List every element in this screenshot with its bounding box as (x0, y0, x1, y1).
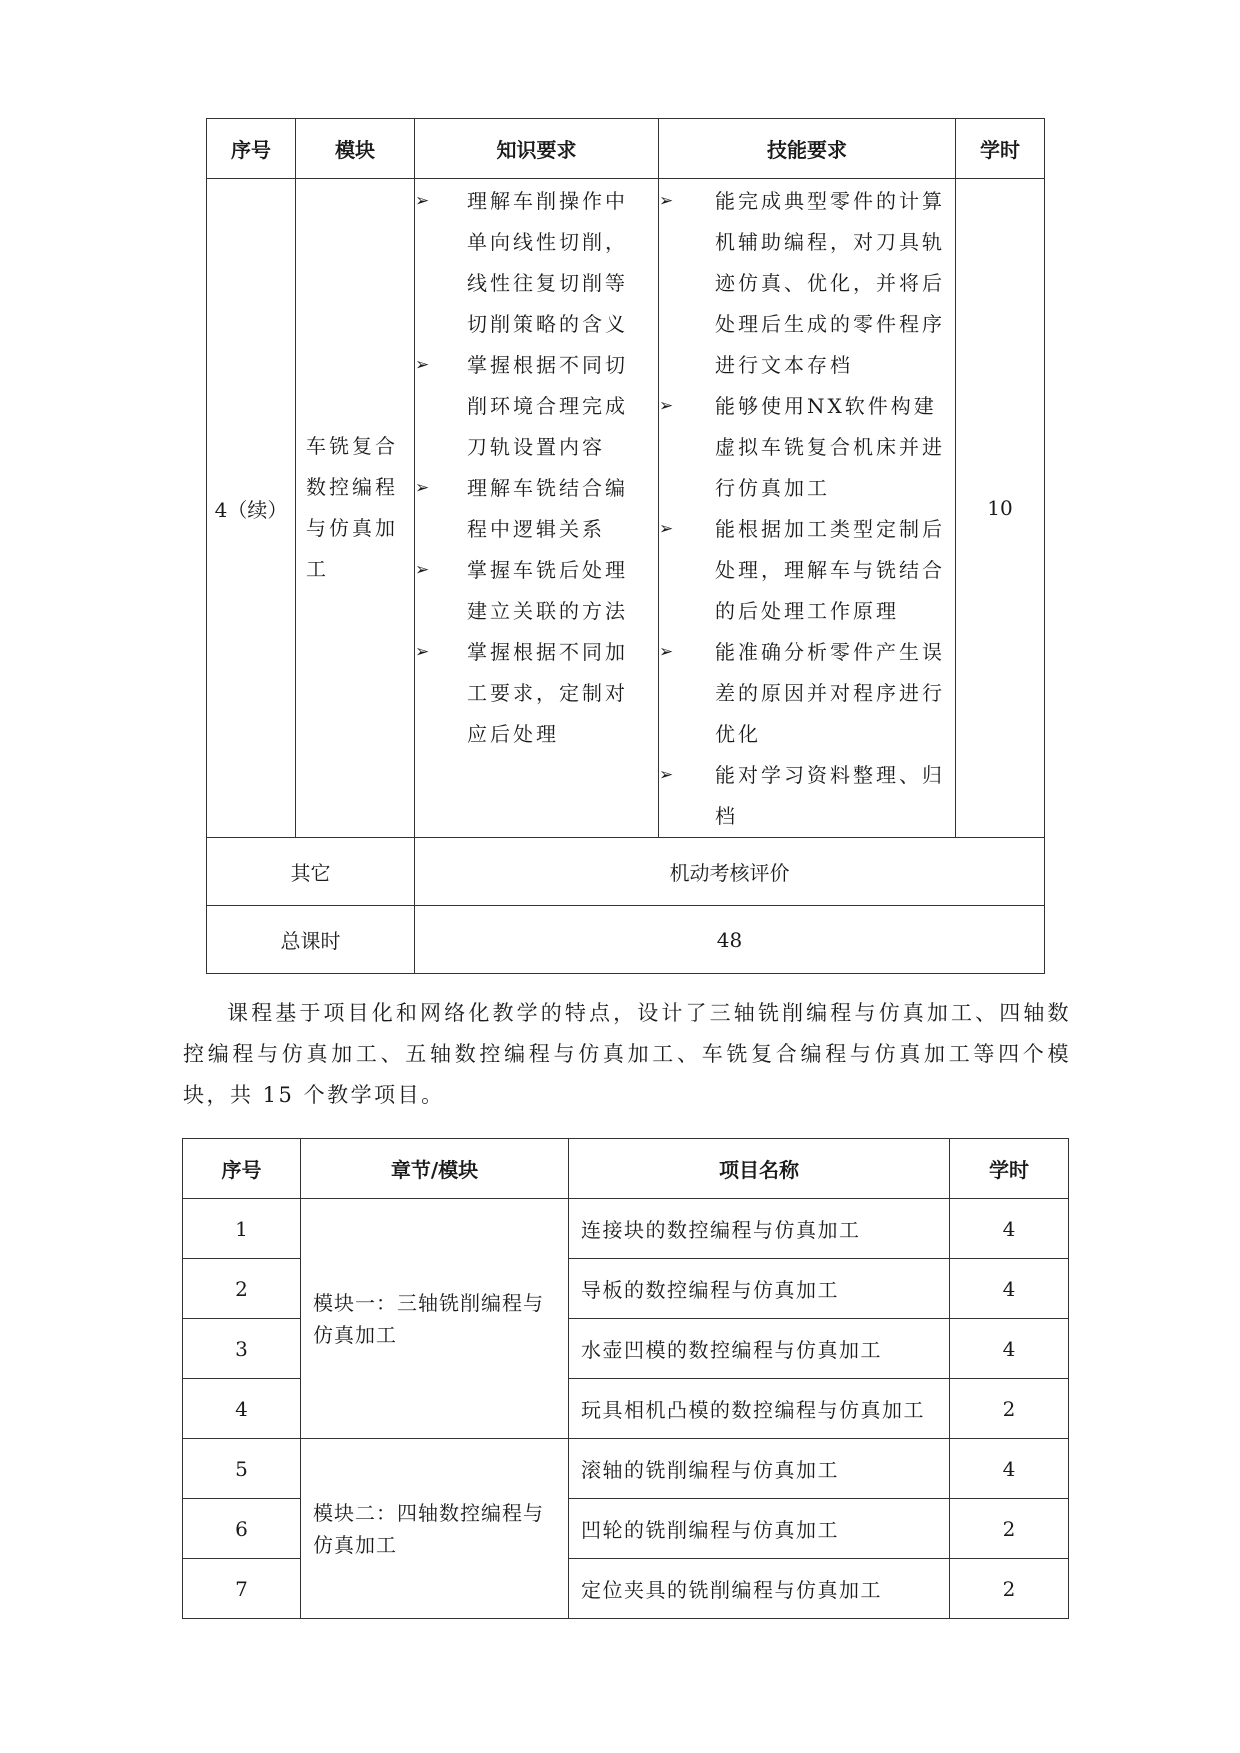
row-seq: 2 (183, 1259, 301, 1319)
row-hours: 2 (950, 1559, 1069, 1619)
skills-list (659, 179, 955, 837)
row-seq: 7 (183, 1559, 301, 1619)
table-row (183, 1199, 1069, 1259)
module-two-cell: 模块二：四轴数控编程与仿真加工 (301, 1439, 569, 1619)
row-hours: 2 (950, 1379, 1069, 1439)
header-skills: 技能要求 (659, 119, 956, 179)
list-item: ➢ 能根据加工类型定制后处理，理解车与铣结合的后处理工作原理 (659, 509, 955, 632)
knowledge-list (415, 179, 658, 755)
list-item: ➢ 掌握根据不同加工要求，定制对应后处理 (415, 632, 658, 755)
other-value: 机动考核评价 (415, 838, 1045, 906)
row-module: 车铣复合数控编程与仿真加工 (296, 179, 415, 838)
row-project-name: 定位夹具的铣削编程与仿真加工 (569, 1559, 950, 1619)
list-item: ➢ 能够使用NX软件构建虚拟车铣复合机床并进行仿真加工 (659, 386, 955, 509)
header-chapter-module: 章节/模块 (301, 1139, 569, 1199)
table-header-row (183, 1139, 1069, 1199)
row-hours: 4 (950, 1259, 1069, 1319)
row-project-name: 导板的数控编程与仿真加工 (569, 1259, 950, 1319)
row-project-name: 水壶凹模的数控编程与仿真加工 (569, 1319, 950, 1379)
knowledge-cell (415, 179, 659, 838)
body-paragraph: 课程基于项目化和网络化教学的特点，设计了三轴铣削编程与仿真加工、四轴数控编程与仿真加工、五轴数控编程与仿真加工、车铣复合编程与仿真加工等四个模块，共 15 个教学项目。 (183, 1001, 1071, 1107)
list-item: ➢ 能对学习资料整理、归档 (659, 755, 955, 837)
total-label: 总课时 (207, 906, 415, 974)
header-seq: 序号 (207, 119, 296, 179)
table-row (207, 179, 1045, 838)
table-row (183, 1439, 1069, 1499)
row-hours: 2 (950, 1499, 1069, 1559)
row-seq: 4 (183, 1379, 301, 1439)
row-hours: 4 (950, 1319, 1069, 1379)
row-hours: 10 (956, 179, 1045, 838)
list-item: ➢ 掌握根据不同切削环境合理完成刀轨设置内容 (415, 345, 658, 468)
row-hours: 4 (950, 1199, 1069, 1259)
list-item: ➢ 能完成典型零件的计算机辅助编程，对刀具轨迹仿真、优化，并将后处理后生成的零件程序进行文本存档 (659, 181, 955, 386)
skills-cell (659, 179, 956, 838)
row-hours: 4 (950, 1439, 1069, 1499)
table-header-row (207, 119, 1045, 179)
header-module: 模块 (296, 119, 415, 179)
row-seq: 1 (183, 1199, 301, 1259)
header-knowledge: 知识要求 (415, 119, 659, 179)
list-item: ➢ 掌握车铣后处理建立关联的方法 (415, 550, 658, 632)
header-project-name: 项目名称 (569, 1139, 950, 1199)
row-seq: 5 (183, 1439, 301, 1499)
row-project-name: 滚轴的铣削编程与仿真加工 (569, 1439, 950, 1499)
other-row (207, 838, 1045, 906)
row-seq: 6 (183, 1499, 301, 1559)
row-project-name: 凹轮的铣削编程与仿真加工 (569, 1499, 950, 1559)
list-item: ➢ 理解车削操作中单向线性切削，线性往复切削等切削策略的含义 (415, 181, 658, 345)
module-requirements-table (206, 118, 1045, 974)
module-one-cell: 模块一：三轴铣削编程与仿真加工 (301, 1199, 569, 1439)
row-seq: 4（续） (207, 179, 296, 838)
row-project-name: 玩具相机凸模的数控编程与仿真加工 (569, 1379, 950, 1439)
header-hours: 学时 (956, 119, 1045, 179)
header-seq: 序号 (183, 1139, 301, 1199)
row-project-name: 连接块的数控编程与仿真加工 (569, 1199, 950, 1259)
total-row (207, 906, 1045, 974)
project-table (182, 1138, 1069, 1619)
header-hours: 学时 (950, 1139, 1069, 1199)
list-item: ➢ 理解车铣结合编程中逻辑关系 (415, 468, 658, 550)
other-label: 其它 (207, 838, 415, 906)
total-value: 48 (415, 906, 1045, 974)
row-seq: 3 (183, 1319, 301, 1379)
list-item: ➢ 能准确分析零件产生误差的原因并对程序进行优化 (659, 632, 955, 755)
